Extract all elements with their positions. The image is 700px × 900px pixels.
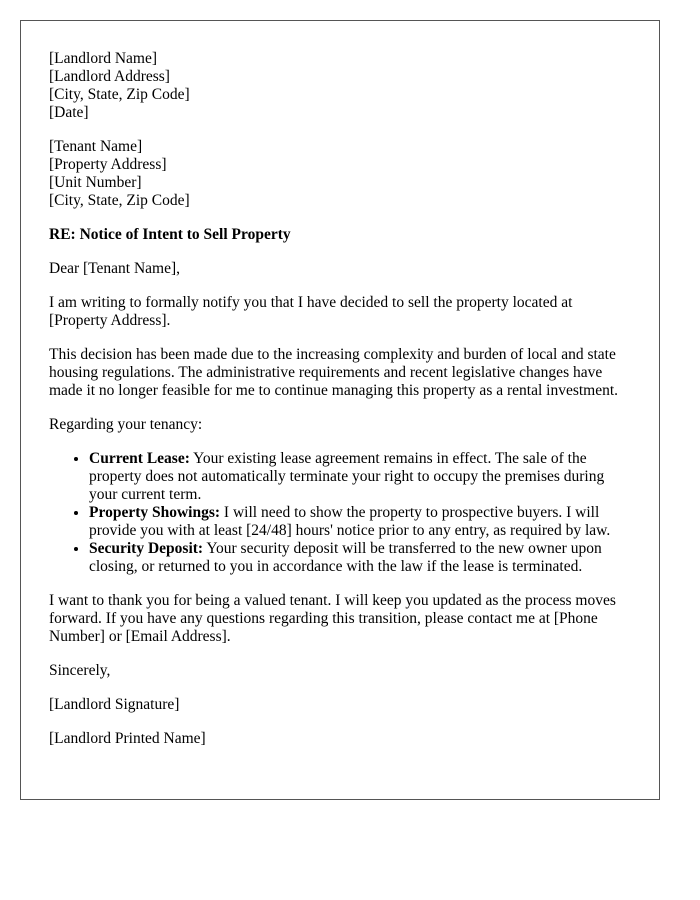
recipient-name: [Tenant Name] bbox=[49, 138, 143, 155]
recipient-unit: [Unit Number] bbox=[49, 174, 142, 191]
closing-paragraph: I want to thank you for being a valued tenant. I will keep you updated as the process moves forward. If you have any questions regarding this transition, please contact me at [Phone Number] or [Email Address]. bbox=[49, 592, 616, 645]
letter-date: [Date] bbox=[49, 104, 89, 121]
sender-city-state-zip: [City, State, Zip Code] bbox=[49, 86, 190, 103]
bullet-label: Current Lease: bbox=[89, 450, 190, 467]
sender-block bbox=[49, 50, 631, 122]
recipient-city-state-zip: [City, State, Zip Code] bbox=[49, 192, 190, 209]
list-item bbox=[89, 504, 631, 540]
tenancy-list bbox=[49, 450, 631, 576]
bullet-label: Security Deposit: bbox=[89, 540, 204, 557]
recipient-block bbox=[49, 138, 631, 210]
subject-line: RE: Notice of Intent to Sell Property bbox=[49, 226, 291, 243]
printed-name: [Landlord Printed Name] bbox=[49, 730, 206, 747]
recipient-property-address: [Property Address] bbox=[49, 156, 167, 173]
salutation: Dear [Tenant Name], bbox=[49, 260, 181, 277]
letter-document bbox=[20, 20, 660, 800]
sender-address: [Landlord Address] bbox=[49, 68, 170, 85]
signature-placeholder: [Landlord Signature] bbox=[49, 696, 180, 713]
sign-off: Sincerely, bbox=[49, 662, 111, 679]
bullet-text: Your existing lease agreement remains in effect. The sale of the property does not automatically terminate your right to occupy the premises during your current term. bbox=[89, 450, 605, 503]
bullet-label: Property Showings: bbox=[89, 504, 221, 521]
list-item bbox=[89, 450, 631, 504]
bullet-text: Your security deposit will be transferred to the new owner upon closing, or returned to you in accordance with the law if the lease is terminated. bbox=[89, 540, 602, 575]
sender-name: [Landlord Name] bbox=[49, 50, 158, 67]
intro-paragraph: I am writing to formally notify you that I have decided to sell the property located at [Property Address]. bbox=[49, 294, 573, 329]
bullet-text: I will need to show the property to prospective buyers. I will provide you with at least [24/48] hours' notice prior to any entry, as required by law. bbox=[89, 504, 611, 539]
tenancy-lead: Regarding your tenancy: bbox=[49, 416, 203, 433]
list-item bbox=[89, 540, 631, 576]
reason-paragraph: This decision has been made due to the increasing complexity and burden of local and state housing regulations. The administrative requirements and recent legislative changes have made it no longer feasible for me to continue managing this property as a rental investment. bbox=[49, 346, 619, 399]
